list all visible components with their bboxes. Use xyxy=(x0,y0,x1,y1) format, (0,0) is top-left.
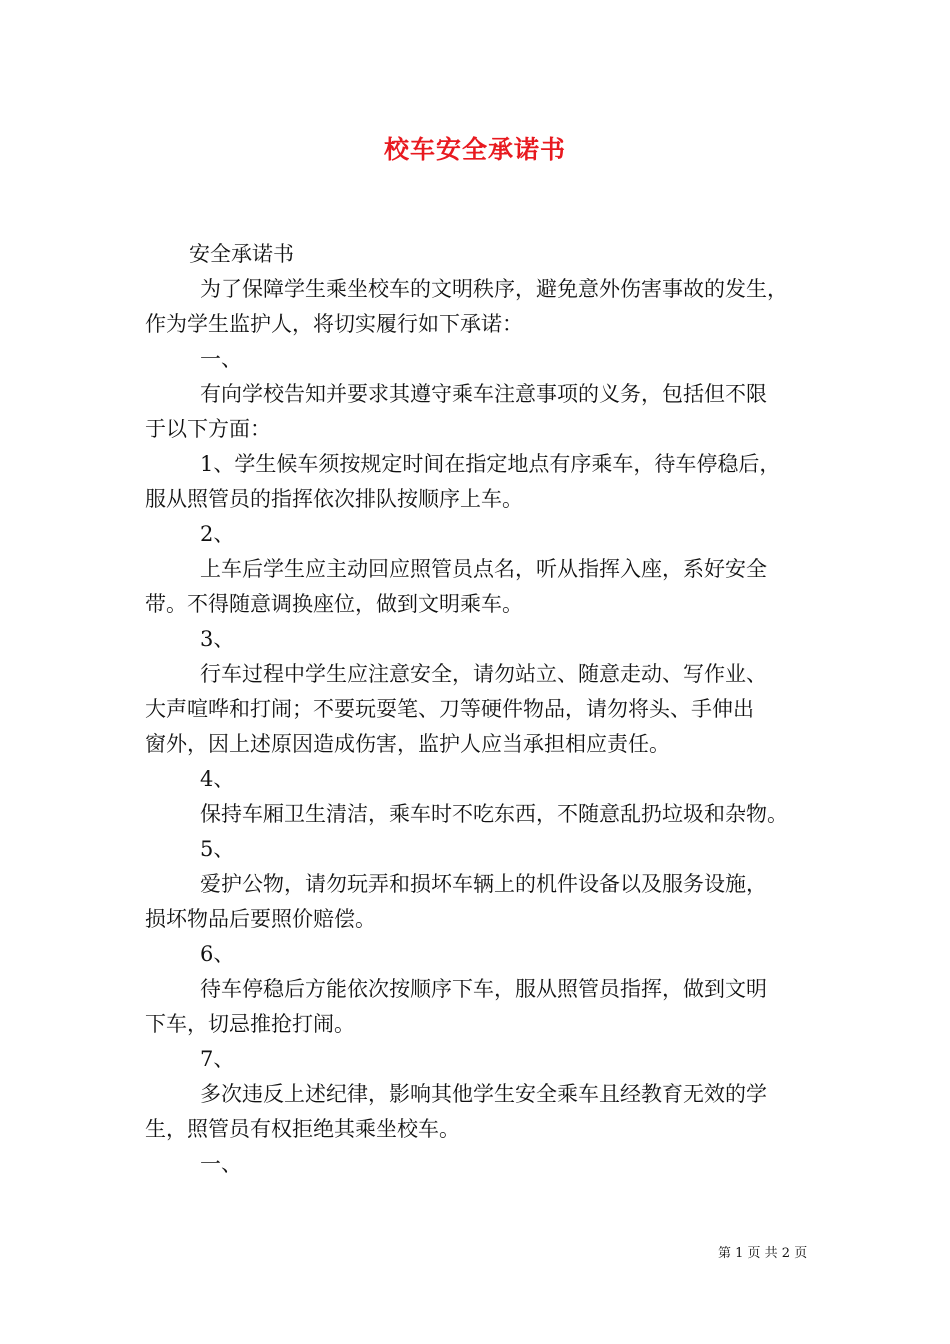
document-line: 有向学校告知并要求其遵守乘车注意事项的义务，包括但不限 xyxy=(200,382,767,406)
document-line: 服从照管员的指挥依次排队按顺序上车。 xyxy=(145,487,523,511)
document-line: 爱护公物，请勿玩弄和损坏车辆上的机件设备以及服务设施， xyxy=(200,872,767,896)
document-line: 行车过程中学生应注意安全，请勿站立、随意走动、写作业、 xyxy=(200,662,767,686)
document-line: 7、 xyxy=(200,1047,235,1071)
document-line: 1、学生候车须按规定时间在指定地点有序乘车，待车停稳后， xyxy=(200,452,781,476)
document-line: 大声喧哗和打闹；不要玩耍笔、刀等硬件物品，请勿将头、手伸出 xyxy=(145,697,754,721)
document-line: 上车后学生应主动回应照管员点名，听从指挥入座，系好安全 xyxy=(200,557,767,581)
page-title: 校车安全承诺书 xyxy=(383,135,566,164)
document-line: 作为学生监护人，将切实履行如下承诺： xyxy=(145,312,523,336)
document-line: 2、 xyxy=(200,522,235,546)
document-line: 于以下方面： xyxy=(145,417,271,441)
document-line: 一、 xyxy=(200,1152,242,1176)
document-line: 带。不得随意调换座位，做到文明乘车。 xyxy=(145,592,523,616)
document-line: 多次违反上述纪律，影响其他学生安全乘车且经教育无效的学 xyxy=(200,1082,767,1106)
document-line: 损坏物品后要照价赔偿。 xyxy=(145,907,376,931)
document-line: 5、 xyxy=(200,837,235,861)
document-line: 下车，切忌推抢打闹。 xyxy=(145,1012,355,1036)
document-body xyxy=(145,237,815,1182)
document-line: 一、 xyxy=(200,347,242,371)
document-line: 安全承诺书 xyxy=(189,242,294,266)
document-line: 为了保障学生乘坐校车的文明秩序，避免意外伤害事故的发生， xyxy=(200,277,788,301)
document-line: 6、 xyxy=(200,942,235,966)
document-line: 保持车厢卫生清洁，乘车时不吃东西，不随意乱扔垃圾和杂物。 xyxy=(200,802,788,826)
document-line: 待车停稳后方能依次按顺序下车，服从照管员指挥，做到文明 xyxy=(200,977,767,1001)
document-line: 4、 xyxy=(200,767,235,791)
document-line: 生，照管员有权拒绝其乘坐校车。 xyxy=(145,1117,460,1141)
document-line: 窗外，因上述原因造成伤害，监护人应当承担相应责任。 xyxy=(145,732,670,756)
page-number: 第 1 页 共 2 页 xyxy=(718,1246,808,1261)
document-line: 3、 xyxy=(200,627,235,651)
